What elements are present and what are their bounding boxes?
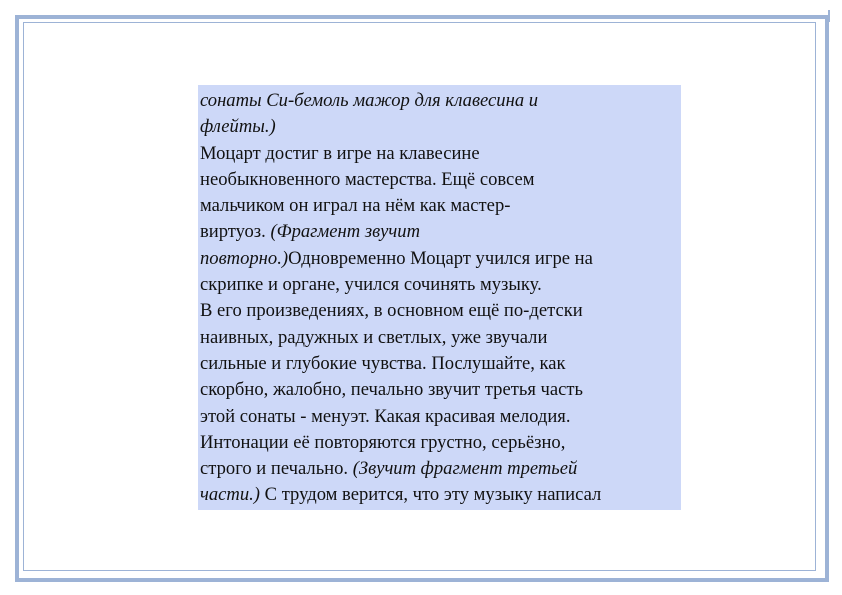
text-segment: мальчиком он играл на нём как мастер- [200, 195, 511, 217]
text-segment: необыкновенного мастерства. Ещё совсем [200, 168, 535, 190]
text-line [200, 325, 679, 351]
text-segment: С трудом верится, что эту музыку написал [260, 484, 602, 506]
italic-stage-direction: сонаты Си-бемоль мажор для клавесина и [200, 90, 539, 111]
text-line [200, 351, 679, 377]
italic-stage-direction: (Звучит фрагмент третьей [352, 458, 578, 480]
text-segment: Интонации её повторяются грустно, серьёзно, [200, 431, 566, 453]
story-text-box [198, 85, 681, 510]
text-segment: скрипке и органе, учился сочинять музыку. [200, 274, 542, 296]
text-line [200, 167, 679, 193]
text-line [200, 114, 679, 140]
text-line [200, 298, 679, 324]
text-line [200, 88, 679, 114]
text-line [200, 404, 679, 430]
text-segment: В его произведениях, в основном ещё по-детски [200, 300, 583, 322]
frame-corner-decoration [822, 10, 830, 22]
text-line [200, 430, 679, 456]
text-segment: Моцарт достиг в игре на клавесине [200, 142, 480, 164]
italic-stage-direction: повторно.) [200, 247, 289, 269]
text-line [200, 482, 679, 508]
text-segment: Одновременно Моцарт учился игре на [288, 247, 593, 269]
text-line [200, 141, 679, 167]
text-line [200, 377, 679, 403]
text-segment: скорбно, жалобно, печально звучит третья часть [200, 379, 583, 401]
text-segment: строго и печально. [200, 458, 353, 480]
text-line [200, 246, 679, 272]
text-line [200, 193, 679, 219]
italic-stage-direction: флейты.) [200, 116, 276, 138]
text-segment: наивных, радужных и светлых, уже звучали [200, 326, 548, 348]
text-line [200, 219, 679, 245]
italic-stage-direction: части.) [200, 484, 260, 506]
text-segment: этой сонаты - менуэт. Какая красивая мелодия. [200, 405, 571, 427]
text-segment: сильные и глубокие чувства. Послушайте, как [200, 352, 566, 374]
text-line [200, 456, 679, 482]
text-segment: виртуоз. [200, 221, 271, 243]
text-line [200, 272, 679, 298]
italic-stage-direction: (Фрагмент звучит [270, 221, 421, 243]
